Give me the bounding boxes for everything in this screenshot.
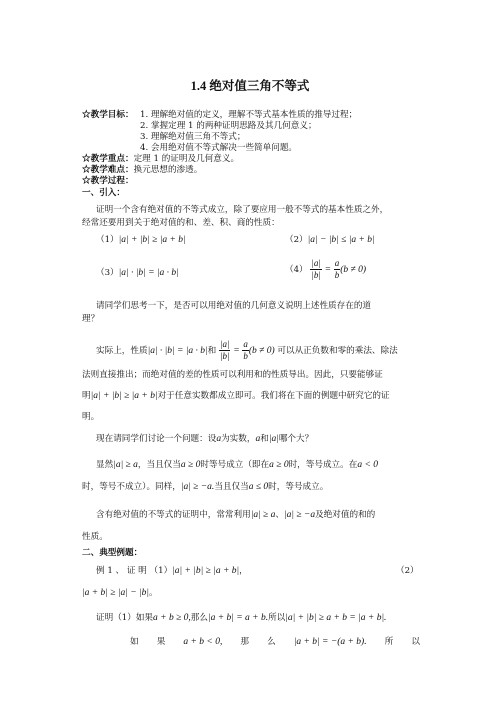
- actual-line-3: 明|a| + |b| ≥ |a + b|对于任意实数都成立即可。我们将在下面的例题中研究它的证: [82, 391, 390, 401]
- objective-item-3: 3. 理解绝对值三角不等式；: [140, 132, 246, 142]
- proof-line-1: 证明（1）如果a + b ≥ 0,那么|a + b| = a + b.所以|a| + |b| ≥ a + b = |a + b|.: [96, 613, 387, 623]
- discussion-question: 现在请同学们讨论一个问题：设a为实数，a和|a|哪个大？: [96, 434, 314, 444]
- section-intro-heading: 一、引入：: [82, 188, 125, 198]
- intro-line-2: 经常还要用到关于绝对值的和、差、积、商的性质：: [82, 218, 280, 228]
- example-1-line-2: |a + b| ≥ |a| − |b|。: [82, 588, 158, 598]
- property-4-equals: =: [324, 265, 331, 275]
- property-1: [96, 235, 186, 246]
- obvious-line-1: 显然|a| ≥ a，当且仅当a ≥ 0时等号成立（即在a ≥ 0时，等号成立。在a < 0: [96, 460, 379, 470]
- property-4: [285, 259, 366, 280]
- property-3-label: （3）: [96, 268, 119, 278]
- property-2: [285, 235, 375, 246]
- actual-line-1: 实际上，性质|a| · |b| = |a · b|和 $\frac{|a|}{|b|}$ = $\frac{a}{b}$ (b ≠ 0) 可以从正负数和零的乘法、除法: [96, 339, 398, 361]
- key-point-text: 定理 1 的证明及几何意义。: [133, 154, 240, 164]
- question-line-1: 请同学们思考一下，是否可以用绝对值的几何意义说明上述性质存在的道: [96, 301, 372, 311]
- contain-line-1: 含有绝对值的不等式的证明中，常常利用|a| ≥ a、|a| ≥ −a及绝对值的和的: [96, 510, 376, 520]
- property-4-fraction-left: $\frac{|a|}{|b|}$: [311, 258, 321, 280]
- intro-line-1: 证明一个含有绝对值的不等式成立，除了要应用一般不等式的基本性质之外，: [96, 205, 389, 215]
- actual-line-2: 法则直接推出；而绝对值的差的性质可以利用和的性质导出。因此，只要能够证: [82, 370, 383, 380]
- proof-line-2: 如 果 a + b < 0, 那 么 |a + b| = −(a + b). 所 以: [130, 637, 420, 647]
- property-2-expr: |a| − |b| ≤ |a + b|: [307, 235, 375, 245]
- objective-item-1: 1. 理解绝对值的定义，理解不等式基本性质的推导过程；: [140, 110, 358, 120]
- difficulty-label: ☆教学难点：: [82, 165, 134, 175]
- actual-fraction-right: $\frac{a}{b}$: [243, 339, 248, 361]
- property-2-label: （2）: [285, 235, 308, 245]
- actual-fraction-left: $\frac{|a|}{|b|}$: [220, 339, 230, 361]
- example-1-part-2-label: （2）: [396, 566, 419, 576]
- property-3: [96, 268, 179, 279]
- obvious-line-2: 时，等号不成立）。同样，|a| ≥ −a.当且仅当a ≤ 0时，等号成立。: [82, 482, 329, 492]
- page-title: 1.4 绝对值三角不等式: [190, 79, 310, 93]
- property-4-condition: (b ≠ 0): [340, 265, 367, 275]
- property-4-fraction-right: $\frac{a}{b}$: [334, 258, 340, 280]
- example-1-line-1: 例 1 、 证 明 （1）|a| + |b| ≥ |a + b|，: [96, 566, 248, 576]
- process-label: ☆教学过程：: [82, 176, 134, 186]
- property-4-label: （4）: [285, 265, 308, 275]
- objective-item-2: 2. 掌握定理 1 的两种证明思路及其几何意义；: [140, 121, 317, 131]
- property-1-expr: |a| + |b| ≥ |a + b|: [118, 235, 186, 245]
- contain-line-2: 性质。: [82, 532, 108, 542]
- property-1-label: （1）: [96, 235, 119, 245]
- objective-item-4: 4. 会用绝对值不等式解决一些简单问题。: [140, 143, 298, 153]
- key-point: [82, 154, 239, 164]
- section-examples-heading: 二、典型例题：: [82, 548, 143, 558]
- objectives-label: ☆教学目标：: [82, 110, 134, 120]
- difficulty-text: 换元思想的渗透。: [133, 165, 203, 175]
- property-3-expr: |a| · |b| = |a · b|: [118, 268, 179, 278]
- key-point-label: ☆教学重点：: [82, 154, 134, 164]
- actual-line-4: 明。: [82, 412, 100, 422]
- question-line-2: 理？: [82, 314, 100, 324]
- difficulty: [82, 165, 202, 175]
